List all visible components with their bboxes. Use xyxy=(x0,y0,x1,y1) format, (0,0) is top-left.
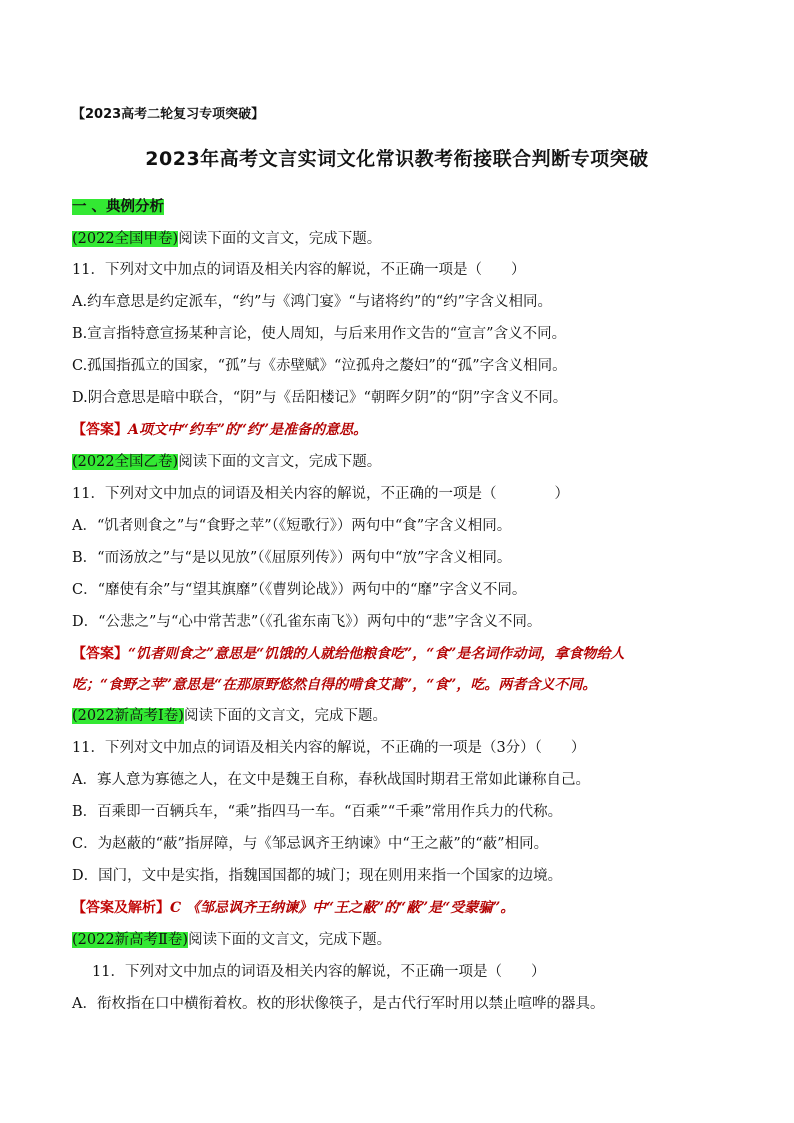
option: D.阴合意思是暗中联合，“阴”与《岳阳楼记》“朝晖夕阴”的“阴”字含义不同。 xyxy=(72,390,568,406)
answer: 【答案及解析】C 《邹忌讽齐王纳谏》中“王之蔽”的“蔽”是“受蒙骗”。 xyxy=(72,900,515,916)
source-tag: (2022全国乙卷) xyxy=(72,454,179,470)
question: 11．下列对文中加点的词语及相关内容的解说，不正确一项是（ ） xyxy=(92,964,546,980)
source-line: (2022全国乙卷)阅读下面的文言文，完成下题。 xyxy=(72,454,382,470)
header-tag: 【2023高考二轮复习专项突破】 xyxy=(72,107,265,122)
source-tag: (2022新高考Ⅰ卷) xyxy=(72,708,184,724)
option: D．国门，文中是实指，指魏国国都的城门；现在则用来指一个国家的边境。 xyxy=(72,868,563,884)
option: A．衔枚指在口中横衔着枚。枚的形状像筷子，是古代行军时用以禁止喧哗的器具。 xyxy=(72,996,605,1012)
option: A．寡人意为寡德之人，在文中是魏王自称，春秋战国时期君王常如此谦称自己。 xyxy=(72,772,590,788)
section-heading: 一 、典例分析 xyxy=(72,199,165,215)
option: C．为赵蔽的“蔽”指屏障，与《邹忌讽齐王纳谏》中“王之蔽”的“蔽”相同。 xyxy=(72,836,549,852)
option: B．百乘即一百辆兵车，“乘”指四马一车。“百乘”“千乘”常用作兵力的代称。 xyxy=(72,804,563,820)
option: B.宣言指特意宣扬某种言论，使人周知，与后来用作文告的“宣言”含义不同。 xyxy=(72,326,567,342)
question: 11．下列对文中加点的词语及相关内容的解说，不正确的一项是（3分）（ ） xyxy=(72,740,586,756)
question: 11．下列对文中加点的词语及相关内容的解说，不正确的一项是（ ） xyxy=(72,486,569,502)
source-line: (2022全国甲卷)阅读下面的文言文，完成下题。 xyxy=(72,231,382,247)
answer-continued: 吃；“食野之苹”意思是“在那原野悠然自得的啃食艾蒿”，“食”，吃。两者含义不同。 xyxy=(72,677,597,693)
question: 11．下列对文中加点的词语及相关内容的解说，不正确一项是（ ） xyxy=(72,262,526,278)
option: D．“公悲之”与“心中常苦悲”（《孔雀东南飞》）两句中的“悲”字含义不同。 xyxy=(72,614,542,630)
source-tag: (2022新高考Ⅱ卷) xyxy=(72,932,189,948)
option: C.孤国指孤立的国家，“孤”与《赤壁赋》“泣孤舟之嫠妇”的“孤”字含义相同。 xyxy=(72,358,567,374)
option: A.约车意思是约定派车，“约”与《鸿门宴》“与诸将约”的“约”字含义相同。 xyxy=(72,294,553,310)
option: A．“饥者则食之”与“食野之苹”（《短歌行》）两句中“食”字含义相同。 xyxy=(72,518,512,534)
answer: 【答案】A项文中“约车”的“约”是准备的意思。 xyxy=(72,422,368,438)
answer: 【答案】“饥者则食之”意思是“饥饿的人就给他粮食吃”，“食”是名词作动词，拿食物给人 xyxy=(72,646,625,662)
source-line: (2022新高考Ⅰ卷)阅读下面的文言文，完成下题。 xyxy=(72,708,387,724)
source-tag: (2022全国甲卷) xyxy=(72,231,179,247)
option: B．“而汤放之”与“是以见放”（《屈原列传》）两句中“放”字含义相同。 xyxy=(72,550,512,566)
page-title: 2023年高考文言实词文化常识教考衔接联合判断专项突破 xyxy=(145,148,649,170)
option: C．“靡使有余”与“望其旗靡”（《曹刿论战》）两句中的“靡”字含义不同。 xyxy=(72,582,527,598)
source-line: (2022新高考Ⅱ卷)阅读下面的文言文，完成下题。 xyxy=(72,932,392,948)
